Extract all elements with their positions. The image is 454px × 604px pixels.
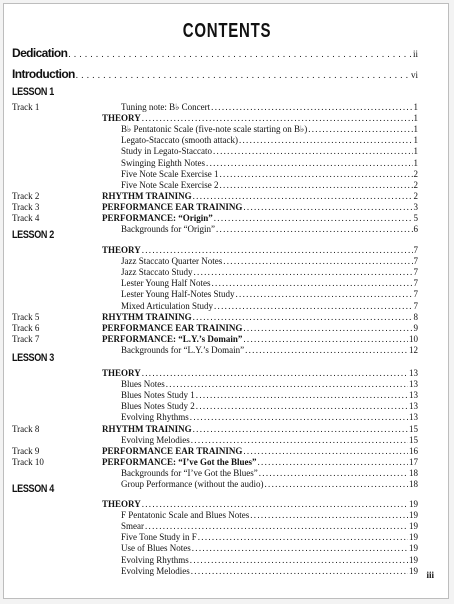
leader-dots — [245, 345, 408, 356]
entry-page: 5 — [413, 213, 418, 223]
page-number: iii — [426, 570, 434, 580]
entry-page: vi — [410, 70, 418, 80]
entry-label: PERFORMANCE: “Origin” — [102, 213, 213, 223]
entry-label: Jazz Staccato Quarter Notes — [121, 256, 223, 267]
entry-label: RHYTHM TRAINING — [102, 423, 192, 434]
entry-page: 15 — [409, 423, 418, 434]
entry-page: 1 — [413, 157, 418, 168]
entry-label: Blues Notes Study 2 — [121, 401, 195, 412]
entry-label: Backgrounds for “Origin” — [121, 224, 215, 235]
entry-page: 13 — [409, 412, 418, 423]
entry-page: 1 — [413, 102, 418, 112]
entry-label: F Pentatonic Scale and Blues Notes — [121, 510, 250, 521]
track-number: Track 3 — [12, 201, 40, 212]
entry-page: 19 — [409, 510, 418, 521]
track-number: Track 4 — [12, 213, 40, 223]
entry-page: 18 — [409, 479, 418, 489]
entry-label: Lester Young Half Notes — [121, 278, 211, 289]
track-number: Track 8 — [12, 423, 40, 434]
entry-label: Group Performance (without the audio) — [121, 479, 264, 489]
entry-label: Blues Notes Study 1 — [121, 390, 195, 401]
entry-page: 7 — [413, 267, 418, 278]
toc-entry[interactable] — [4, 565, 448, 577]
entry-page: 7 — [413, 289, 418, 300]
track-number: Track 9 — [12, 445, 40, 456]
entry-label: PERFORMANCE EAR TRAINING — [102, 445, 243, 456]
track-number: Track 1 — [12, 102, 40, 112]
lesson-heading: LESSON 3 — [12, 352, 54, 364]
lesson-heading: LESSON 4 — [12, 483, 54, 495]
entry-page: 13 — [409, 401, 418, 412]
contents-page — [3, 3, 449, 599]
entry-page: 19 — [409, 543, 418, 554]
entry-page: 12 — [409, 344, 418, 355]
entry-page: 7 — [413, 256, 418, 267]
entry-label: Mixed Articulation Study — [121, 300, 213, 311]
entry-page: 1 — [413, 124, 418, 135]
entry-label: Evolving Melodies — [121, 434, 190, 445]
leader-dots — [68, 49, 412, 60]
leader-dots — [191, 566, 408, 577]
track-number: Track 6 — [12, 322, 40, 333]
entry-label: PERFORMANCE: “I’ve Got the Blues” — [102, 456, 257, 467]
page-title: CONTENTS — [182, 20, 272, 42]
entry-page: 10 — [409, 333, 418, 344]
entry-label: Five Note Scale Exercise 2 — [121, 179, 219, 190]
entry-page: 19 — [409, 565, 418, 576]
toc-entry-dedication[interactable] — [12, 48, 448, 60]
entry-page: 2 — [413, 190, 418, 201]
entry-page: 9 — [413, 322, 418, 333]
entry-page: 13 — [409, 390, 418, 401]
entry-label: Introduction — [12, 67, 75, 81]
entry-label: THEORY — [102, 113, 141, 124]
entry-label: Evolving Rhythms — [121, 412, 189, 423]
entry-label: Smear — [121, 521, 144, 532]
entry-label: Dedication — [12, 46, 68, 60]
entry-page: 13 — [409, 379, 418, 390]
entry-label: Tuning note: B♭ Concert — [121, 102, 211, 112]
entry-label: PERFORMANCE EAR TRAINING — [102, 322, 243, 333]
track-number: Track 5 — [12, 311, 40, 322]
entry-label: Blues Notes — [121, 379, 165, 390]
entry-page: 1 — [413, 146, 418, 157]
lesson-heading: LESSON 1 — [12, 86, 54, 98]
entry-page: 7 — [413, 278, 418, 289]
entry-label: Evolving Melodies — [121, 565, 190, 576]
entry-page: 15 — [409, 434, 418, 445]
entry-label: Five Note Scale Exercise 1 — [121, 168, 219, 179]
entry-label: Jazz Staccato Study — [121, 267, 193, 278]
entry-label: Study in Legato-Staccato — [121, 146, 212, 157]
entry-label: Use of Blues Notes — [121, 543, 191, 554]
toc-entry[interactable] — [4, 478, 448, 490]
entry-page: 7 — [413, 245, 418, 255]
entry-page: 1 — [413, 135, 418, 146]
entry-label: Backgrounds for “L.Y.’s Domain” — [121, 344, 245, 355]
entry-label: Five Tone Study in F — [121, 532, 197, 543]
entry-label: THEORY — [102, 499, 141, 509]
entry-page: 19 — [409, 532, 418, 543]
entry-label: Lester Young Half-Notes Study — [121, 289, 235, 300]
entry-page: 7 — [413, 300, 418, 311]
entry-page: ii — [412, 49, 418, 59]
track-number: Track 7 — [12, 333, 40, 344]
leader-dots — [264, 479, 408, 490]
entry-label: B♭ Pentatonic Scale (five-note scale starting on B♭) — [121, 124, 308, 135]
entry-page: 3 — [413, 201, 418, 212]
toc-entry[interactable] — [4, 344, 448, 356]
entry-label: Swinging Eighth Notes — [121, 157, 206, 168]
entry-page: 18 — [409, 467, 418, 478]
entry-label: PERFORMANCE: “L.Y.’s Domain” — [102, 333, 243, 344]
entry-label: RHYTHM TRAINING — [102, 190, 192, 201]
entry-label: THEORY — [102, 245, 141, 255]
entry-page: 19 — [409, 554, 418, 565]
track-number: Track 2 — [12, 190, 40, 201]
toc-entry-introduction[interactable] — [12, 69, 448, 81]
entry-label: Legato-Staccato (smooth attack) — [121, 135, 238, 146]
toc-entry[interactable] — [4, 223, 448, 235]
entry-label: RHYTHM TRAINING — [102, 311, 192, 322]
entry-page: 1 — [413, 113, 418, 124]
entry-page: 2 — [413, 168, 418, 179]
entry-label: PERFORMANCE EAR TRAINING — [102, 201, 243, 212]
entry-page: 6 — [413, 224, 418, 235]
entry-page: 8 — [413, 311, 418, 322]
leader-dots — [216, 224, 413, 235]
leader-dots — [76, 70, 410, 81]
entry-label: Evolving Rhythms — [121, 554, 189, 565]
entry-page: 17 — [409, 456, 418, 467]
entry-page: 19 — [409, 521, 418, 532]
entry-page: 19 — [409, 499, 418, 509]
entry-page: 2 — [413, 179, 418, 190]
lesson-heading: LESSON 2 — [12, 229, 54, 241]
entry-page: 13 — [409, 368, 418, 378]
track-number: Track 10 — [12, 456, 44, 467]
entry-label: THEORY — [102, 368, 141, 378]
entry-label: Backgrounds for “I’ve Got the Blues” — [121, 467, 258, 478]
entry-page: 16 — [409, 445, 418, 456]
